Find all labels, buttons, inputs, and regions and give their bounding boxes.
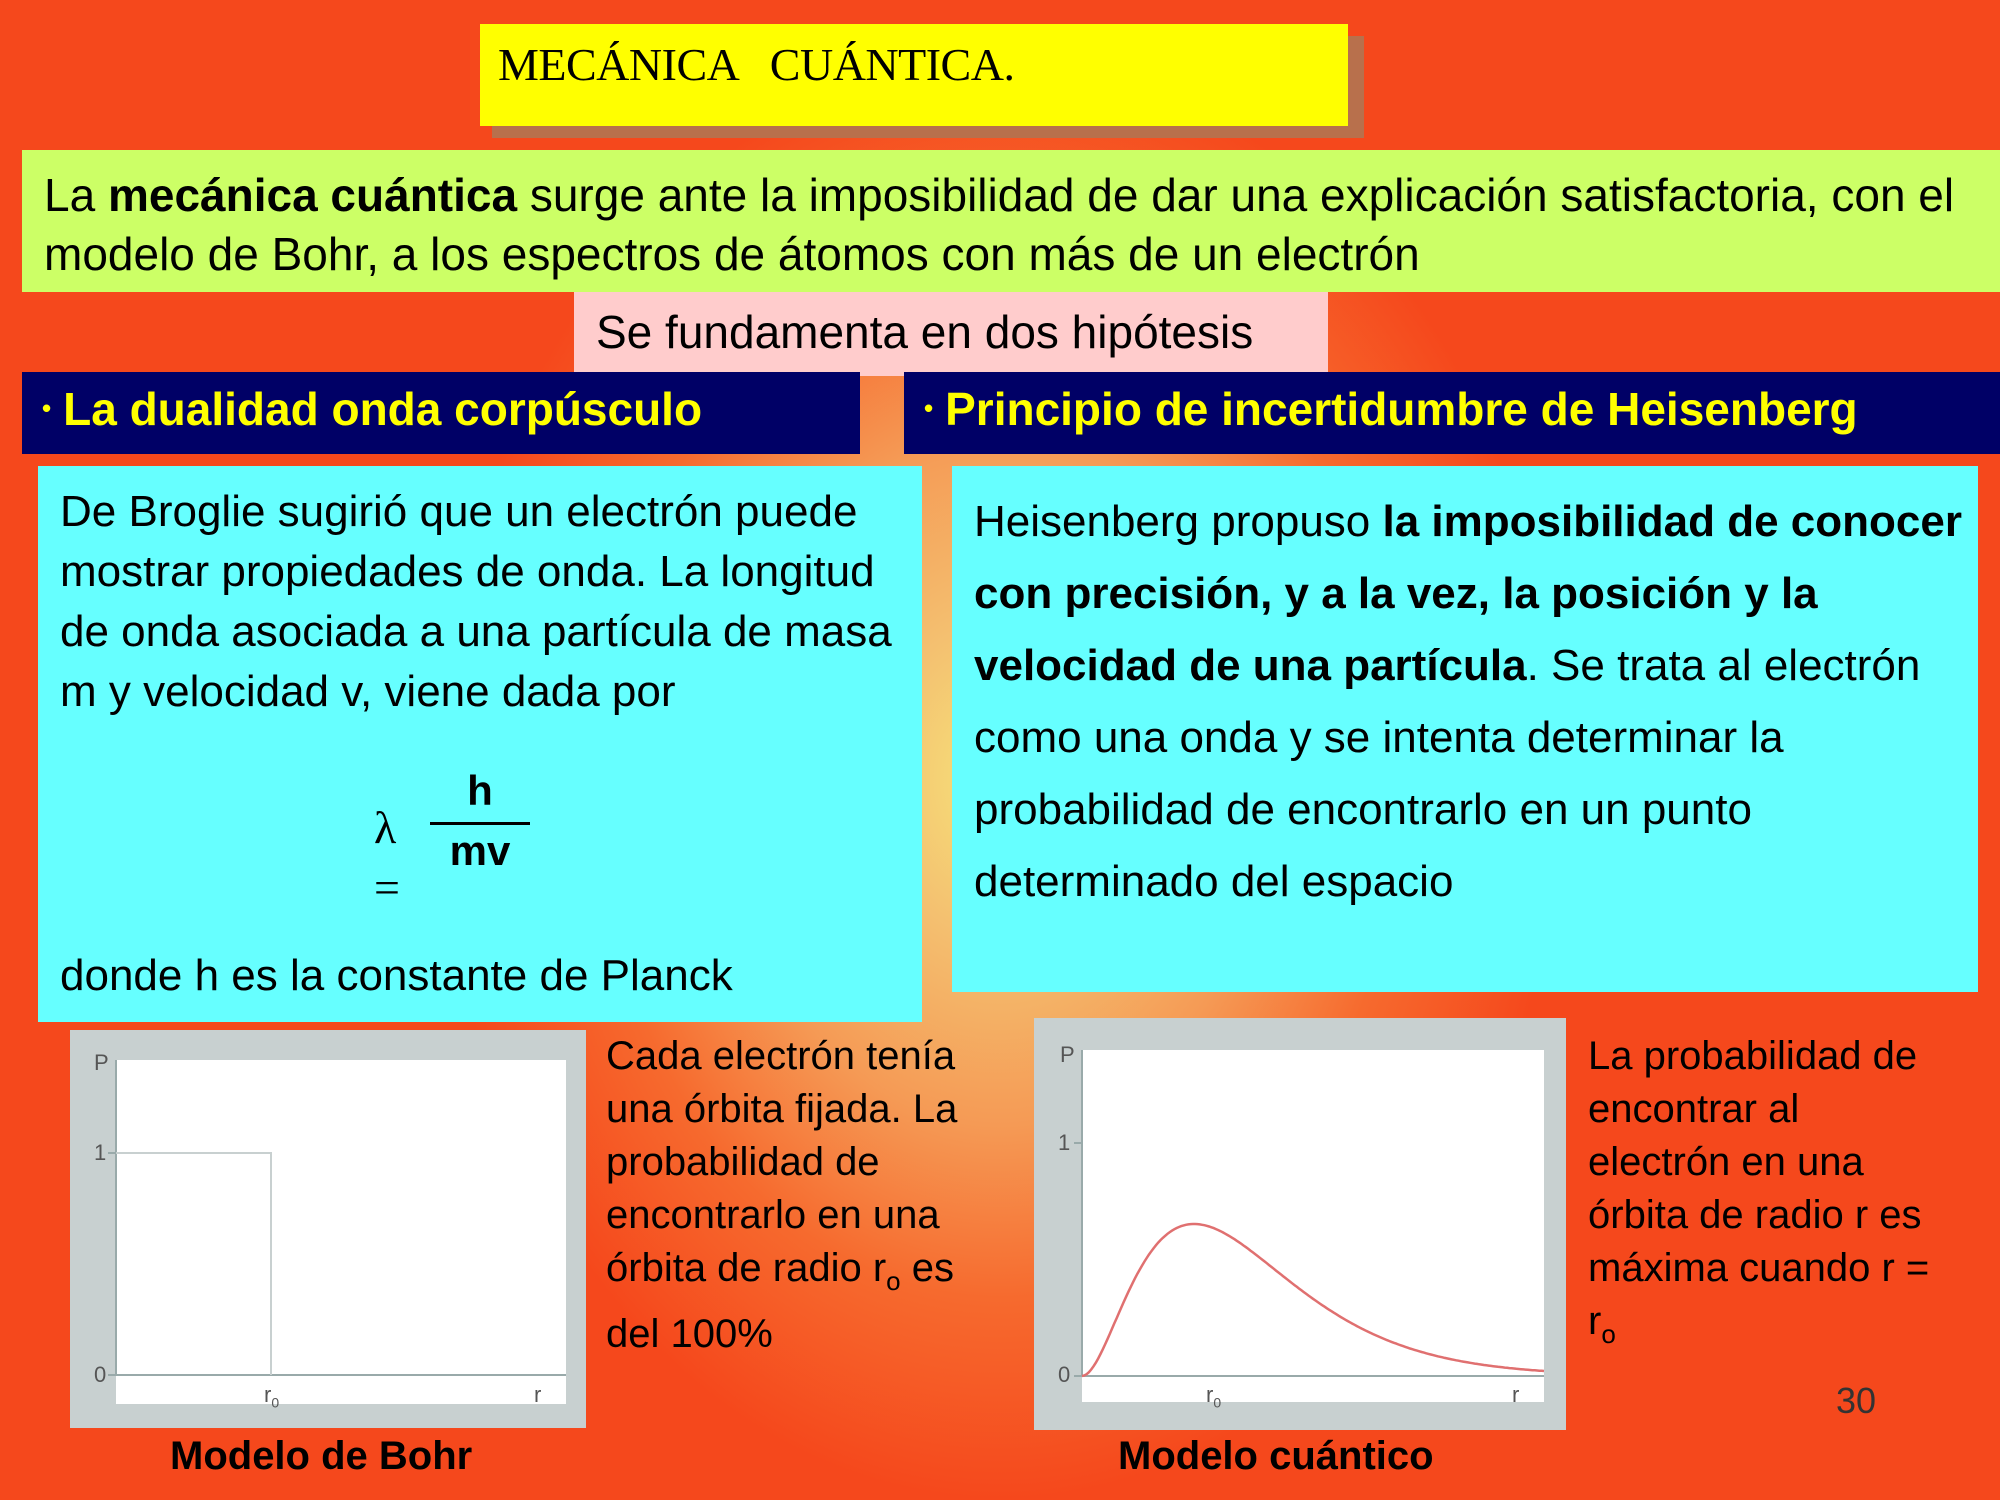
formula-fraction	[430, 766, 530, 871]
quantum-r0-sub: 0	[1213, 1394, 1222, 1411]
quantum-description	[1588, 1030, 1948, 1361]
quantum-probability-curve	[1082, 1224, 1544, 1376]
intro-before: La	[44, 169, 108, 221]
quantum-desc-main: La probabilidad de encontrar al electrón en una órbita de radio r es máxima cuando r = r	[1588, 1034, 1930, 1343]
bohr-desc-sub: o	[886, 1266, 901, 1296]
bohr-y-tick-0: 0	[94, 1362, 107, 1387]
heisenberg-box	[952, 466, 1978, 992]
bohr-y-label: P	[94, 1050, 109, 1075]
bohr-description	[606, 1030, 1026, 1361]
bohr-x-tick-r0	[264, 1382, 279, 1410]
quantum-x-tick-r0	[1206, 1382, 1221, 1410]
bohr-caption: Modelo de Bohr	[170, 1434, 473, 1478]
planck-note: donde h es la constante de Planck	[60, 951, 733, 1000]
bohr-y-tick-1: 1	[94, 1140, 107, 1165]
bohr-desc-tail2: del 100%	[606, 1312, 773, 1356]
intro-after: surge ante la imposibilidad de dar una explicación satisfactoria, con el modelo de Bohr, a los espectros de átomos con más de un electrón	[44, 169, 1955, 280]
left-header-text: La dualidad onda corpúsculo	[63, 383, 703, 435]
heisenberg-bold: la imposibilidad de conocer con precisión, y a la vez, la posición y la velocidad de una partícula	[974, 497, 1962, 690]
quantum-y-tick-1: 1	[1058, 1130, 1071, 1155]
quantum-desc-sub: o	[1601, 1319, 1616, 1349]
bohr-r0-sub: 0	[271, 1394, 280, 1411]
quantum-y-label: P	[1060, 1042, 1075, 1067]
quantum-r0-main: r	[1206, 1382, 1214, 1407]
header-wave-particle	[22, 372, 860, 454]
bohr-step-line	[116, 1153, 271, 1375]
quantum-y-tick-0: 0	[1058, 1362, 1071, 1387]
quantum-plot	[1034, 1018, 1566, 1430]
bohr-x-label: r	[534, 1382, 542, 1407]
formula-numerator: h	[467, 767, 493, 814]
intro-text	[22, 150, 2000, 292]
bullet-icon: •	[42, 393, 52, 424]
bullet-icon: •	[924, 393, 934, 424]
heisenberg-before: Heisenberg propuso	[974, 497, 1383, 546]
bohr-plot-lines	[70, 1030, 586, 1428]
quantum-caption: Modelo cuántico	[1118, 1434, 1434, 1478]
hypotheses-label: Se fundamenta en dos hipótesis	[574, 292, 1328, 376]
debroglie-text: De Broglie sugirió que un electrón puede mostrar propiedades de onda. La longitud de onda asociada a una partícula de masa m y velocidad v, viene dada por	[60, 487, 892, 716]
intro-bold: mecánica cuántica	[107, 169, 518, 221]
bohr-desc-tail1: es	[900, 1246, 954, 1290]
heisenberg-text	[974, 486, 1964, 918]
header-uncertainty	[904, 372, 2000, 454]
bohr-desc-main: Cada electrón tenía una órbita fijada. La probabilidad de encontrarlo en una órbita de radio r	[606, 1034, 958, 1290]
quantum-x-label: r	[1512, 1382, 1520, 1407]
formula-denominator: mv	[449, 829, 511, 871]
formula-lhs: λ =	[374, 802, 400, 913]
page-number: 30	[1836, 1380, 1877, 1421]
quantum-plot-lines	[1034, 1018, 1566, 1430]
slide-title: MECÁNICA CUÁNTICA.	[480, 24, 1348, 126]
heisenberg-after: . Se trata al electrón como una onda y se intenta determinar la probabilidad de encontrarlo en un punto determinado del espacio	[974, 641, 1921, 906]
debroglie-box	[38, 466, 922, 1022]
bohr-r0-main: r	[264, 1382, 272, 1407]
fraction-bar	[430, 822, 530, 825]
bohr-plot	[70, 1030, 586, 1428]
right-header-text: Principio de incertidumbre de Heisenberg	[945, 383, 1858, 435]
